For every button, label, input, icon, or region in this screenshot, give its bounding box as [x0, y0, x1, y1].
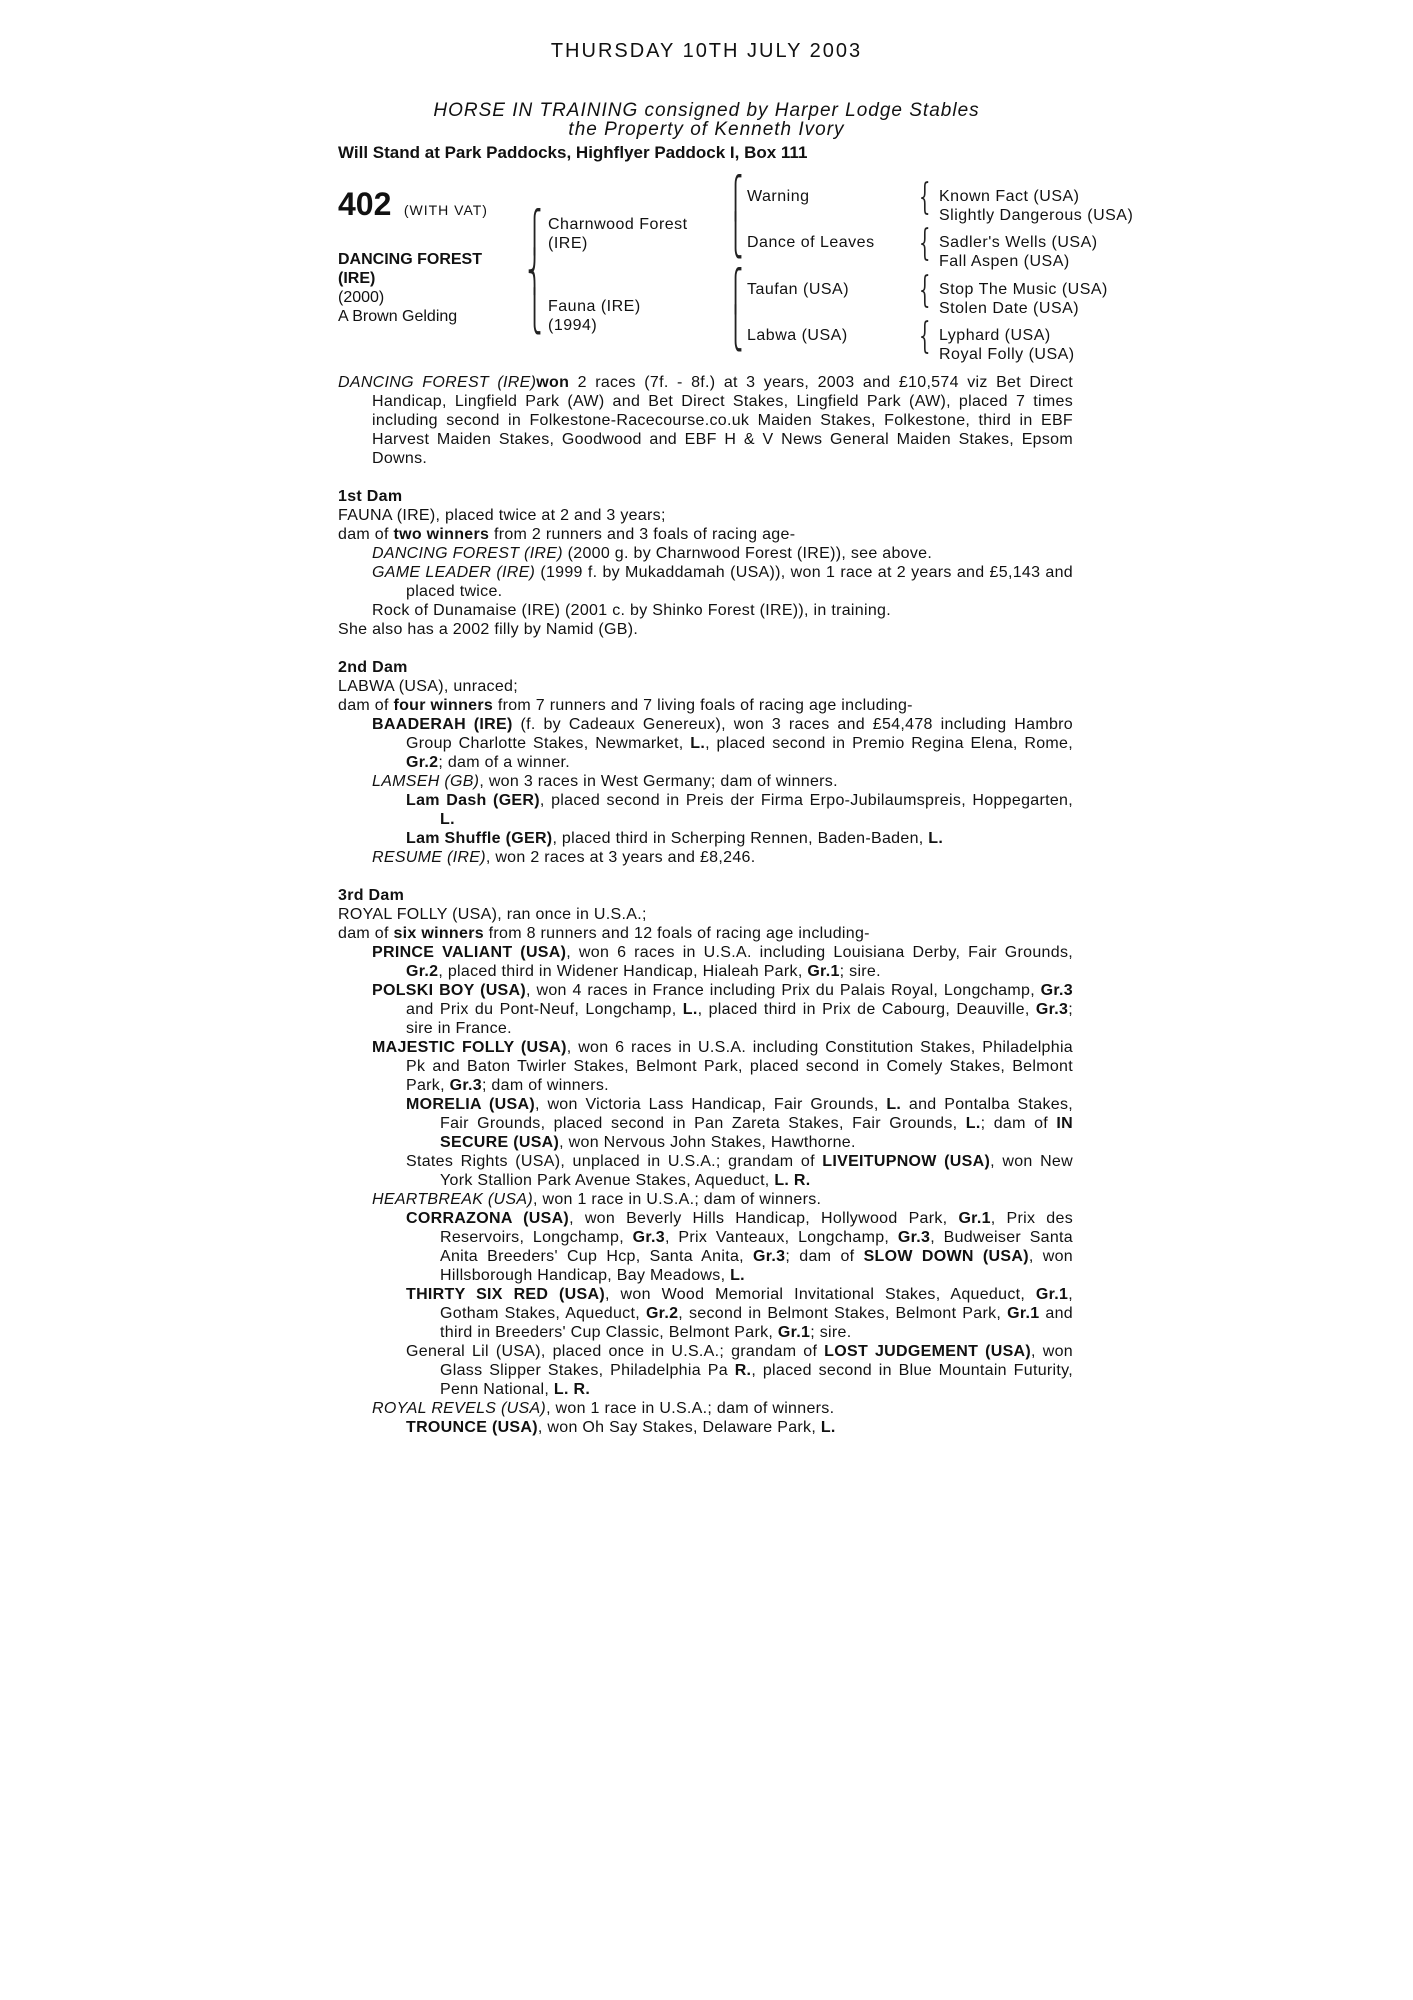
second-dam-heading: 2nd Dam [338, 659, 408, 676]
brace-dam-parents: ⎧ [728, 268, 743, 314]
horse-year: (2000) [338, 289, 385, 306]
second-dam-produce-2: LAMSEH (GB), won 3 races in West Germany; dam of winners. [372, 773, 838, 790]
pedigree-4th-generation-4: Lyphard (USA) Royal Folly (USA) [939, 327, 1075, 363]
pedigree-dd: Labwa (USA) [747, 327, 848, 344]
horse-description: A Brown Gelding [338, 308, 458, 325]
pedigree-dam: Fauna (IRE) (1994) [548, 298, 641, 334]
third-dam-produce-4: HEARTBREAK (USA), won 1 race in U.S.A.; dam of winners. [372, 1191, 822, 1208]
race-summary: DANCING FOREST (IRE)won 2 races (7f. - 8f.) at 3 years, 2003 and £10,574 viz Bet Direct Handicap, Lingfield Park (AW) and Bet Direct Stakes, Lingfield Park (AW), placed 7 times including second in Folkestone-Racecourse.co.uk Maiden Stakes, Folkestone, third in EBF Harvest Maiden Stakes, Goodwood and EBF H & V News General Maiden Stakes, Epsom Downs. [338, 374, 1074, 467]
brace-dd: { [919, 316, 931, 357]
pedigree-4th-generation-3: Stop The Music (USA) Stolen Date (USA) [939, 281, 1108, 317]
third-dam-produce-5: ROYAL REVELS (USA), won 1 race in U.S.A.; dam of winners. [372, 1400, 835, 1417]
brace-ds: { [919, 270, 931, 311]
first-dam-produce-3: Rock of Dunamaise (IRE) (2001 c. by Shinko Forest (IRE)), in training. [372, 602, 891, 619]
brace-sire-dam: ⎧ [527, 209, 542, 255]
brace-ss: { [919, 177, 931, 218]
vat-note: (WITH VAT) [403, 202, 488, 218]
second-dam-produce-1: BAADERAH (IRE) (f. by Cadeaux Genereux), won 3 races and £54,478 including Hambro Group Charlotte Stakes, Newmarket, L., placed second in Premio Regina Elena, Rome, Gr.2; dam of a winner. [372, 716, 1073, 771]
lot-number: 402 [338, 186, 392, 222]
stand-location: Will Stand at Park Paddocks, Highflyer Paddock I, Box 111 [338, 143, 808, 162]
pedigree-ds: Taufan (USA) [747, 281, 850, 298]
brace-dam-parents-low: ⎩ [728, 306, 743, 352]
consignment-owner: the Property of Kenneth Ivory [568, 119, 845, 140]
horse-name: DANCING FOREST [338, 251, 482, 268]
catalogue-body: DANCING FOREST (IRE)won 2 races (7f. - 8f.) at 3 years, 2003 and £10,574 viz Bet Direct Handicap, Lingfield Park (AW) and Bet Direct Stakes, Lingfield Park (AW), placed 7 times including second in Folkestone-Racecourse.co.uk Maiden Stakes, Folkestone, third in EBF Harvest Maiden Stakes, Goodwood and EBF H & V News General Maiden Stakes, Epsom Downs. 1st Dam FAUNA (IRE), placed twice at 2 and 3 years; dam of two winners from 2 runners and 3 foals of racing age- DANCING FOREST (IRE) (2000 g. by Charnwood Forest (IRE)), see above. GAME LEADER (IRE) (1999 f. by Mukaddamah (USA)), won 1 race at 2 years and £5,143 and placed twice. Rock of Dunamaise (IRE) (2001 c. by Shinko Forest (IRE)), in training. She also has a 2002 filly by Namid (GB). 2nd Dam LABWA (USA), unraced; dam of four winners from 7 runners and 7 living foals of racing age including- BAADERAH (IRE) (f. by Cadeaux Genereux), won 3 races and £54,478 including Hambro Group Charlotte Stakes, Newmarket, L., placed second in Premio Regina Elena, Rome, Gr.2; dam of a winner. LAMSEH (GB), won 3 races in West Germany; dam of winners. Lam Dash (GER), placed second in Preis der Firma Erpo-Jubilaumspreis, Hoppegarten, L. Lam Shuffle (GER), placed third in Scherping Rennen, Baden-Baden, L. RESUME (IRE), won 2 races at 3 years and £8,246. 3rd Dam ROYAL FOLLY (USA), ran once in U.S.A.; dam of six winners from 8 runners and 12 foals of racing age including- PRINCE VALIANT (USA), won 6 races in U.S.A. including Louisiana Derby, Fair Grounds, Gr.2, placed third in Widener Handicap, Hialeah Park, Gr.1; sire. POLSKI BOY (USA), won 4 races in France including Prix du Palais Royal, Longchamp, Gr.3 and Prix du Pont-Neuf, Longchamp, L., placed third in Prix de Cabourg, Deauville, Gr.3; sire in France. MAJESTIC FOLLY (USA), won 6 races in U.S.A. including Constitution Stakes, Philadelphia Pk and Baton Twirler Stakes, Belmont Park, placed second in Comely Stakes, Belmont Park, Gr.3; dam of winners. MORELIA (USA), won Victoria Lass Handicap, Fair Grounds, L. and Pontalba Stakes, Fair Grounds, placed second in Pan Zareta Stakes, Fair Grounds, L.; dam of IN SECURE (USA), won Nervous John Stakes, Hawthorne. States Rights (USA), unplaced in U.S.A.; grandam of LIVEITUPNOW (USA), won New York Stallion Park Avenue Stakes, Aqueduct, L. R. HEARTBREAK (USA), won 1 race in U.S.A.; dam of winners. CORRAZONA (USA), won Beverly Hills Handicap, Hollywood Park, Gr.1, Prix des Reservoirs, Longchamp, Gr.3, Prix Vanteaux, Longchamp, Gr.3, Budweiser Santa Anita Breeders' Cup Hcp, Santa Anita, Gr.3; dam of SLOW DOWN (USA), won Hillsborough Handicap, Bay Meadows, L. THIRTY SIX RED (USA), won Wood Memorial Invitational Stakes, Aqueduct, Gr.1, Gotham Stakes, Aqueduct, Gr.2, second in Belmont Stakes, Belmont Park, Gr.1 and third in Breeders' Cup Classic, Belmont Park, Gr.1; sire. General Lil (USA), placed once in U.S.A.; grandam of LOST JUDGEMENT (USA), won Glass Slipper Stakes, Philadelphia Pa R., placed second in Blue Mountain Futurity, Penn National, L. R. ROYAL REVELS (USA), won 1 race in U.S.A.; dam of winners. TROUNCE (USA), won Oh Say Stakes, Delaware Park, L. [338, 374, 1074, 1436]
pedigree-4th-generation-2: Sadler's Wells (USA) Fall Aspen (USA) [939, 234, 1098, 270]
brace-sd: { [919, 223, 931, 264]
sale-date: THURSDAY 10TH JULY 2003 [550, 40, 863, 62]
third-dam-produce-2: POLSKI BOY (USA), won 4 races in France including Prix du Palais Royal, Longchamp, Gr.3 and Prix du Pont-Neuf, Longchamp, L., placed third in Prix de Cabourg, Deauville, Gr.3; sire in France. [372, 982, 1073, 1037]
third-dam-heading: 3rd Dam [338, 887, 405, 904]
pedigree-4th-generation-1: Known Fact (USA) Slightly Dangerous (USA) [939, 188, 1134, 224]
third-dam-produce-3: MAJESTIC FOLLY (USA), won 6 races in U.S.A. including Constitution Stakes, Philadelphia Pk and Baton Twirler Stakes, Belmont Park, placed second in Comely Stakes, Belmont Park, Gr.3; dam of winners. [372, 1039, 1073, 1094]
brace-sire-parents: ⎧ [728, 175, 743, 221]
third-dam-produce-1: PRINCE VALIANT (USA), won 6 races in U.S.A. including Louisiana Derby, Fair Grounds, Gr.2, placed third in Widener Handicap, Hialeah Park, Gr.1; sire. [372, 944, 1073, 980]
pedigree-ss: Warning [747, 188, 810, 205]
lot-number-block [338, 186, 488, 223]
pedigree-sd: Dance of Leaves [747, 234, 875, 251]
brace-sire-parents-low: ⎩ [728, 213, 743, 259]
first-dam-produce-1: DANCING FOREST (IRE) (2000 g. by Charnwood Forest (IRE)), see above. [372, 545, 933, 562]
horse-country: (IRE) [338, 270, 376, 287]
first-dam-produce-2: GAME LEADER (IRE) (1999 f. by Mukaddamah (USA)), won 1 race at 2 years and £5,143 and placed twice. [372, 564, 1073, 600]
pedigree-sire: Charnwood Forest (IRE) [548, 216, 688, 252]
consignment-line: HORSE IN TRAINING consigned by Harper Lodge Stables [433, 100, 980, 121]
first-dam-heading: 1st Dam [338, 488, 403, 505]
second-dam-produce-3: RESUME (IRE), won 2 races at 3 years and £8,246. [372, 849, 756, 866]
brace-sire-dam-low: ⎩ [527, 289, 542, 335]
horse-identity [338, 250, 482, 326]
brace-sire-dam-mid: ⎨ [527, 249, 542, 295]
